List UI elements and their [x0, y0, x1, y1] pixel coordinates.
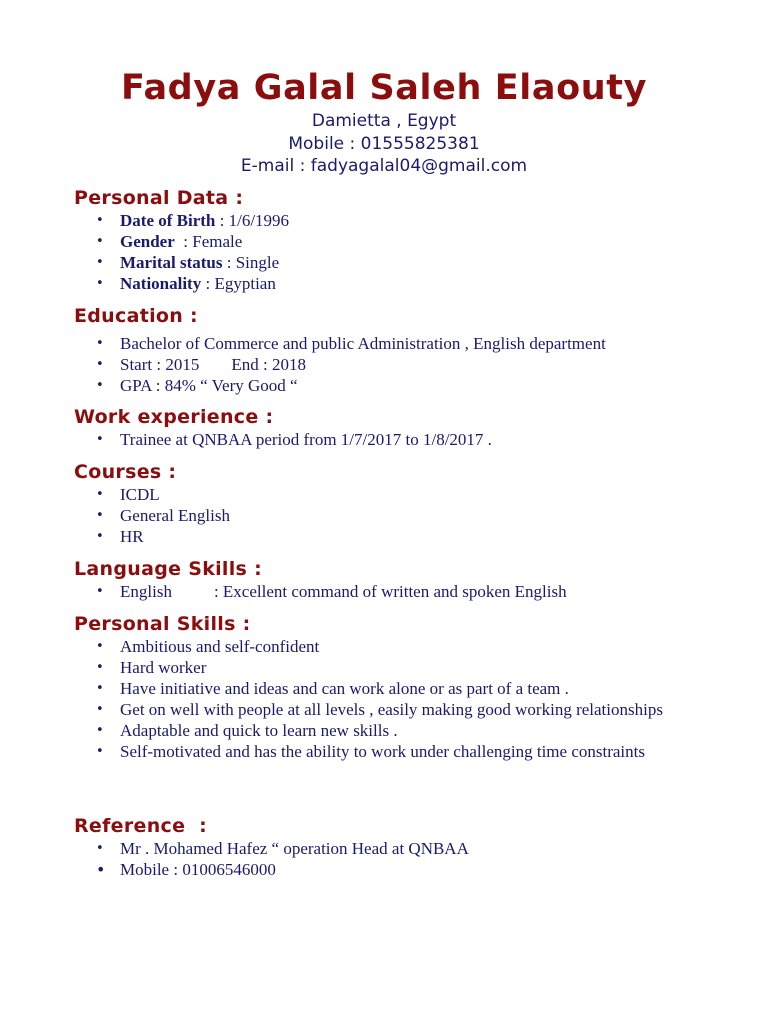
- item-text: Have initiative and ideas and can work alone or as part of a team .: [120, 679, 569, 698]
- list-item: [74, 741, 694, 762]
- bullet-icon: •: [96, 702, 104, 717]
- field-value: : 1/6/1996: [215, 211, 290, 230]
- field-value: : Egyptian: [201, 274, 276, 293]
- field-label: Gender: [120, 232, 175, 251]
- reference-section: [74, 814, 694, 880]
- item-text: Hard worker: [120, 658, 207, 677]
- education-section: [74, 304, 694, 396]
- list-item: [74, 526, 694, 547]
- email-address: E-mail : fadyagalal04@gmail.com: [240, 156, 528, 176]
- item-text: Mobile : 01006546000: [120, 860, 276, 879]
- bullet-icon: •: [96, 723, 104, 738]
- bullet-icon: •: [96, 234, 104, 249]
- list-item: [74, 699, 694, 720]
- section-title-language-skills: Language Skills :: [74, 558, 262, 580]
- section-title-reference: Reference :: [74, 815, 208, 837]
- end-year: End : 2018: [231, 355, 306, 374]
- bullet-icon: •: [96, 357, 104, 372]
- list-item: [74, 273, 694, 294]
- candidate-name: Fadya Galal Saleh Elaouty: [121, 68, 647, 108]
- item-text: Self-motivated and has the ability to work under challenging time constraints: [120, 742, 645, 761]
- section-title-education: Education :: [74, 305, 198, 327]
- personal-skills-section: [74, 612, 694, 762]
- bullet-icon: •: [96, 529, 104, 544]
- item-text: Mr . Mohamed Hafez “ operation Head at QNBAA: [120, 839, 469, 858]
- bullet-icon: •: [96, 336, 104, 351]
- list-item: [74, 505, 694, 526]
- list-item: [74, 581, 694, 602]
- field-label: Marital status: [120, 253, 223, 272]
- bullet-icon: •: [96, 584, 104, 599]
- field-value: : Single: [222, 253, 280, 272]
- section-title-personal-skills: Personal Skills :: [74, 613, 251, 635]
- list-item: [74, 333, 694, 354]
- location: Damietta , Egypt: [311, 111, 457, 131]
- item-text: Get on well with people at all levels , easily making good working relationships: [120, 700, 663, 719]
- bullet-icon: •: [96, 660, 104, 675]
- bullet-icon: •: [96, 860, 106, 879]
- language-skills-section: [74, 557, 694, 602]
- item-text: ICDL: [120, 485, 160, 504]
- bullet-icon: •: [96, 255, 104, 270]
- list-item: [74, 354, 694, 375]
- item-text: HR: [120, 527, 144, 546]
- item-text: Trainee at QNBAA period from 1/7/2017 to 1/8/2017 .: [120, 430, 492, 449]
- degree: Bachelor of Commerce and public Administration , English department: [120, 334, 606, 353]
- field-label: Nationality: [120, 274, 202, 293]
- mobile-number: Mobile : 01555825381: [288, 134, 480, 154]
- list-item: [74, 375, 694, 396]
- list-item: [74, 429, 694, 450]
- item-text: Adaptable and quick to learn new skills .: [120, 721, 398, 740]
- list-item: [74, 657, 694, 678]
- list-item: [74, 210, 694, 231]
- list-item: [74, 231, 694, 252]
- bullet-icon: •: [96, 378, 104, 393]
- gpa: GPA : 84% “ Very Good “: [120, 376, 298, 395]
- bullet-icon: •: [96, 508, 104, 523]
- list-item: [74, 636, 694, 657]
- bullet-icon: •: [96, 744, 104, 759]
- start-year: Start : 2015: [120, 355, 200, 374]
- list-item: [74, 678, 694, 699]
- courses-section: [74, 460, 694, 547]
- list-item: [74, 720, 694, 741]
- work-experience-section: [74, 405, 694, 450]
- bullet-icon: •: [96, 213, 104, 228]
- section-title-personal-data: Personal Data :: [74, 187, 244, 209]
- personal-data-section: [74, 186, 694, 294]
- field-value: : Female: [174, 232, 243, 251]
- item-text: General English: [120, 506, 230, 525]
- section-title-courses: Courses :: [74, 461, 177, 483]
- list-item: [74, 859, 694, 880]
- bullet-icon: •: [96, 432, 104, 447]
- bullet-icon: •: [96, 487, 104, 502]
- bullet-icon: •: [96, 639, 104, 654]
- field-label: Date of Birth: [120, 211, 216, 230]
- list-item: [74, 252, 694, 273]
- list-item: [74, 484, 694, 505]
- bullet-icon: •: [96, 841, 104, 856]
- bullet-icon: •: [96, 681, 104, 696]
- section-title-work-experience: Work experience :: [74, 406, 274, 428]
- bullet-icon: •: [96, 276, 104, 291]
- list-item: [74, 838, 694, 859]
- language-description: : Excellent command of written and spoken English: [213, 582, 567, 601]
- language-name: English: [120, 582, 172, 601]
- item-text: Ambitious and self-confident: [120, 637, 320, 656]
